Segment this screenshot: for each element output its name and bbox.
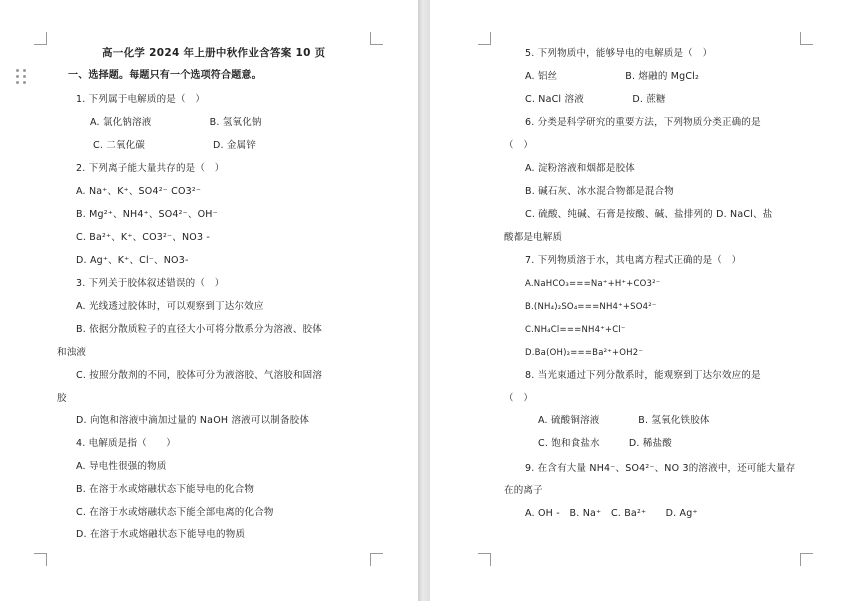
crop-mark-bottom-left <box>34 553 47 566</box>
q7-option-a: A.NaHCO₃===Na⁺+H⁺+CO3²⁻ <box>525 279 661 289</box>
q7-option-d: D.Ba(OH)₂===Ba²⁺+OH2⁻ <box>525 348 644 358</box>
crop-mark-top-left <box>34 32 47 45</box>
question-7: 7. 下列物质溶于水，其电离方程式正确的是（ ） <box>525 255 742 266</box>
q3-option-c: C. 按照分散剂的不同，胶体可分为液溶胶、气溶胶和固溶 <box>76 370 323 381</box>
crop-mark-top-left <box>478 32 491 45</box>
q2-option-c: C. Ba²⁺、K⁺、CO3²⁻、NO3 - <box>76 232 211 243</box>
q4-option-d: D. 在溶于水或熔融状态下能导电的物质 <box>76 529 246 540</box>
q8-options-cd: C. 饱和食盐水 D. 稀盐酸 <box>538 438 672 449</box>
q5-options-cd: C. NaCl 溶液 D. 蔗糖 <box>525 94 666 105</box>
crop-mark-bottom-right <box>370 553 383 566</box>
q3-option-b: B. 依据分散质粒子的直径大小可将分散系分为溶液、胶体 <box>76 324 322 335</box>
q2-option-b: B. Mg²⁺、NH4⁺、SO4²⁻、OH⁻ <box>76 209 218 220</box>
question-5: 5. 下列物质中，能够导电的电解质是（ ） <box>525 48 713 59</box>
right-page <box>430 0 859 601</box>
q6-option-a: A. 淀粉溶液和烟都是胶体 <box>525 163 635 174</box>
crop-mark-top-right <box>800 32 813 45</box>
q6-option-b: B. 碱石灰、冰水混合物都是混合物 <box>525 186 674 197</box>
crop-mark-bottom-left <box>478 553 491 566</box>
q4-option-a: A. 导电性很强的物质 <box>76 461 167 472</box>
left-page <box>0 0 418 601</box>
q7-option-c: C.NH₄Cl===NH4⁺+Cl⁻ <box>525 325 626 335</box>
question-6: 6. 分类是科学研究的重要方法，下列物质分类正确的是 <box>525 117 761 128</box>
question-8: 8. 当光束通过下列分散系时，能观察到丁达尔效应的是 <box>525 370 761 381</box>
q4-option-c: C. 在溶于水或熔融状态下能全部电离的化合物 <box>76 507 274 518</box>
q3-option-b-cont: 和浊液 <box>57 347 87 358</box>
drag-handle-icon[interactable] <box>16 69 28 85</box>
q2-option-d: D. Ag⁺、K⁺、Cl⁻、NO3- <box>76 255 189 266</box>
q6-option-d-cont: 酸都是电解质 <box>504 232 563 243</box>
q2-option-a: A. Na⁺、K⁺、SO4²⁻ CO3²⁻ <box>76 186 202 197</box>
q3-option-c-cont: 胶 <box>57 393 67 404</box>
question-4: 4. 电解质是指（ ） <box>76 438 176 449</box>
question-1: 1. 下列属于电解质的是（ ） <box>76 94 206 105</box>
q5-options-ab: A. 铝丝 B. 熔融的 MgCl₂ <box>525 71 700 82</box>
question-3: 3. 下列关于胶体叙述错误的（ ） <box>76 278 225 289</box>
q1-options-cd: C. 二氧化碳 D. 金属锌 <box>93 140 257 151</box>
q3-option-d: D. 向饱和溶液中滴加过量的 NaOH 溶液可以制备胶体 <box>76 415 310 426</box>
question-9-cont: 在的离子 <box>504 485 543 496</box>
question-8-cont: （ ） <box>504 393 534 404</box>
question-9: 9. 在含有大量 NH4⁻、SO4²⁻、NO 3的溶液中，还可能大量存 <box>525 463 796 474</box>
q9-options: A. OH - B. Na⁺ C. Ba²⁺ D. Ag⁺ <box>525 508 698 519</box>
question-6-cont: （ ） <box>504 140 534 151</box>
q3-option-a: A. 光线透过胶体时，可以观察到丁达尔效应 <box>76 301 264 312</box>
document-title: 高一化学 2024 年上册中秋作业含答案 10 页 <box>102 47 326 59</box>
crop-mark-bottom-right <box>800 553 813 566</box>
q4-option-b: B. 在溶于水或熔融状态下能导电的化合物 <box>76 484 255 495</box>
q6-option-c: C. 硫酸、纯碱、石膏是按酸、碱、盐排列的 D. NaCl、盐 <box>525 209 773 220</box>
q1-options-ab: A. 氯化钠溶液 B. 氢氧化钠 <box>90 117 262 128</box>
question-2: 2. 下列离子能大量共存的是（ ） <box>76 163 225 174</box>
q7-option-b: B.(NH₄)₂SO₄===NH4⁺+SO4²⁻ <box>525 302 657 312</box>
q8-options-ab: A. 硫酸铜溶液 B. 氢氧化铁胶体 <box>538 415 710 426</box>
section-heading: 一、选择题。每题只有一个选项符合题意。 <box>68 70 262 81</box>
crop-mark-top-right <box>370 32 383 45</box>
page-gap <box>418 0 430 601</box>
